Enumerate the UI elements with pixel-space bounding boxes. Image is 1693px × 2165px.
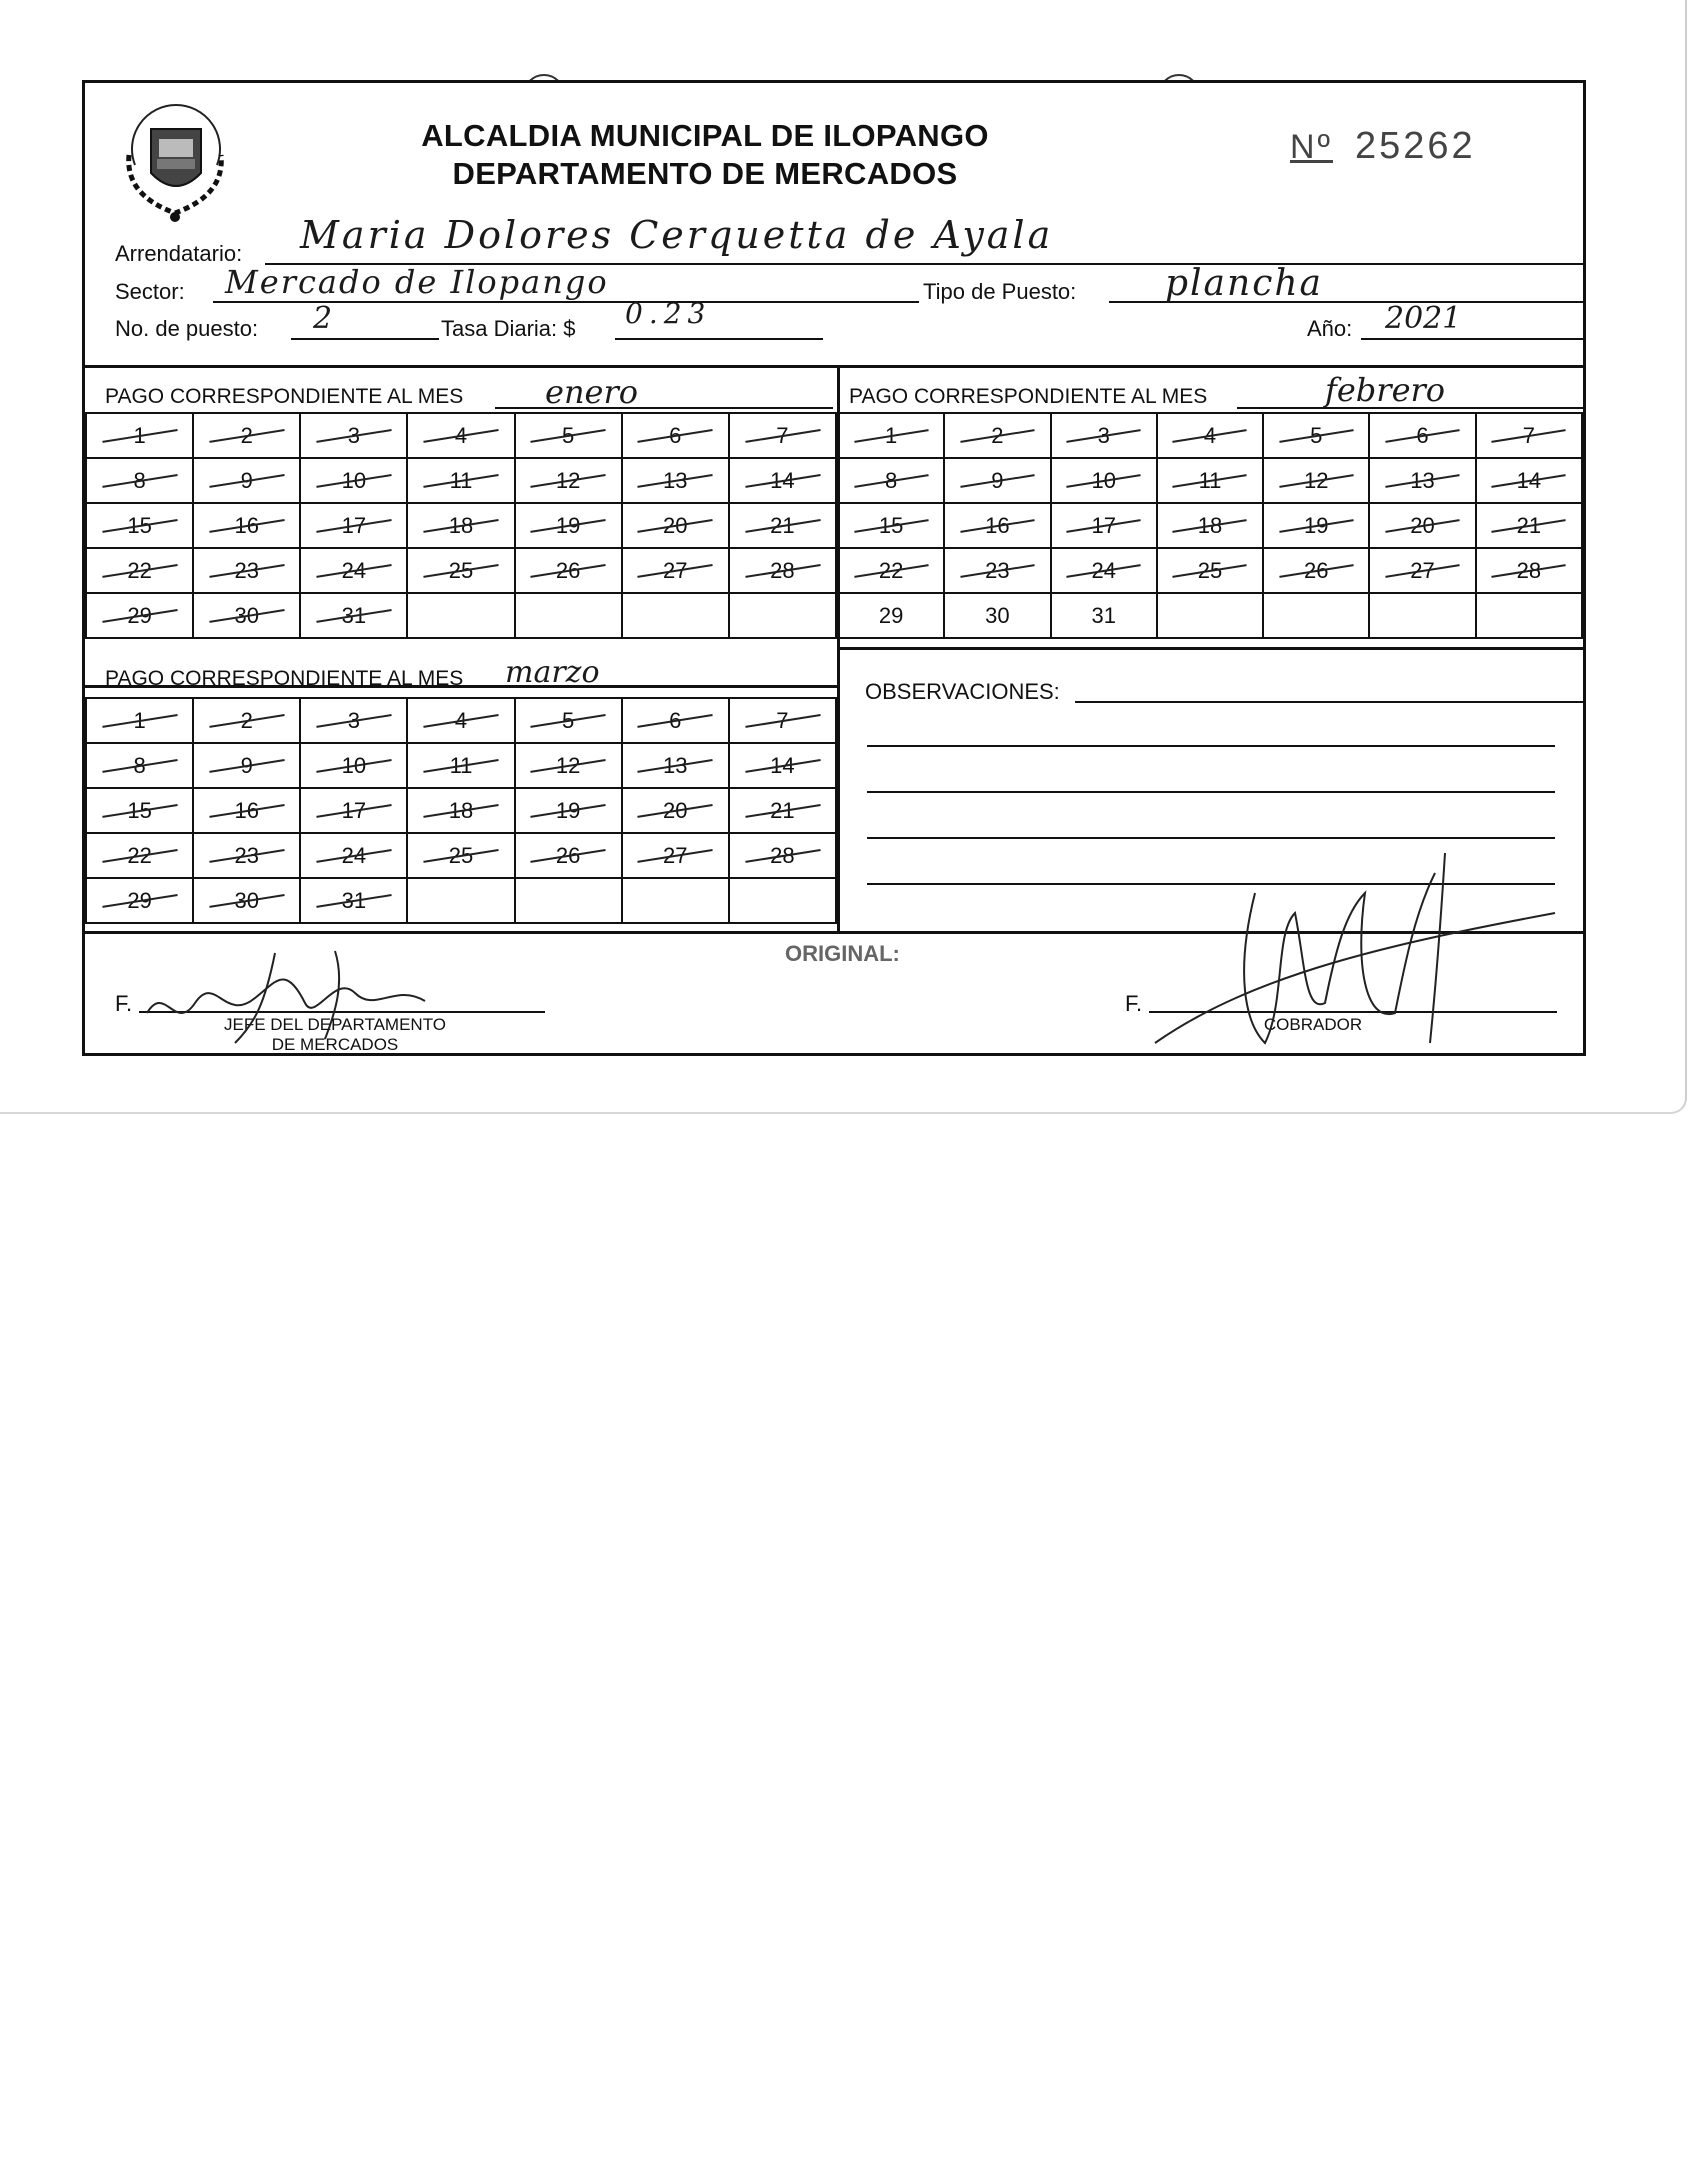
- day-cell[interactable]: 11: [1157, 458, 1263, 503]
- no-puesto-label: No. de puesto:: [115, 316, 259, 341]
- day-cell[interactable]: 21: [1476, 503, 1582, 548]
- day-cell[interactable]: 24: [1051, 548, 1157, 593]
- municipal-seal-icon: [117, 95, 235, 225]
- day-cell[interactable]: 18: [407, 788, 514, 833]
- day-cell[interactable]: 9: [944, 458, 1050, 503]
- day-row: [86, 503, 836, 548]
- jefe-line-1: JEFE DEL DEPARTAMENTO: [224, 1015, 446, 1034]
- day-cell[interactable]: 19: [515, 503, 622, 548]
- day-cell[interactable]: 1: [838, 413, 944, 458]
- day-cell[interactable]: 6: [1369, 413, 1475, 458]
- day-cell[interactable]: 12: [515, 458, 622, 503]
- day-cell[interactable]: 3: [300, 413, 407, 458]
- jefe-signature: [135, 943, 465, 1053]
- anio-label: Año:: [1307, 316, 1353, 341]
- day-cell[interactable]: 19: [1263, 503, 1369, 548]
- month-3-grid: [85, 697, 837, 924]
- day-cell[interactable]: 7: [1476, 413, 1582, 458]
- day-row: [86, 743, 836, 788]
- day-cell[interactable]: 12: [515, 743, 622, 788]
- day-cell[interactable]: 22: [86, 548, 193, 593]
- day-cell[interactable]: 15: [838, 503, 944, 548]
- day-cell[interactable]: 9: [193, 743, 300, 788]
- day-cell[interactable]: 25: [407, 548, 514, 593]
- month-2-value[interactable]: febrero: [1325, 371, 1446, 409]
- anio-underline: [1361, 338, 1583, 340]
- day-cell[interactable]: 29: [86, 878, 193, 923]
- day-cell[interactable]: 20: [622, 788, 729, 833]
- day-row: [86, 413, 836, 458]
- tasa-underline: [615, 338, 823, 340]
- observaciones-line-2[interactable]: [867, 745, 1555, 747]
- day-cell[interactable]: 30: [193, 878, 300, 923]
- day-cell-empty: [729, 593, 836, 638]
- month-2-label-text: PAGO CORRESPONDIENTE AL MES: [849, 385, 1208, 408]
- day-cell[interactable]: 13: [622, 743, 729, 788]
- month-1-value[interactable]: enero: [545, 373, 639, 411]
- day-cell[interactable]: 28: [1476, 548, 1582, 593]
- month-3-label: [105, 667, 463, 691]
- day-cell[interactable]: 11: [407, 743, 514, 788]
- day-cell[interactable]: 11: [407, 458, 514, 503]
- day-cell[interactable]: 10: [1051, 458, 1157, 503]
- day-cell[interactable]: 8: [86, 458, 193, 503]
- day-cell-empty: [729, 878, 836, 923]
- day-cell[interactable]: 19: [515, 788, 622, 833]
- day-cell-empty: [622, 593, 729, 638]
- folio-prefix: Nº: [1290, 128, 1333, 166]
- no-puesto-value[interactable]: 2: [313, 301, 333, 336]
- day-cell[interactable]: 31: [1051, 593, 1157, 638]
- cobrador-label: COBRADOR: [1263, 1015, 1363, 1034]
- tipo-puesto-value[interactable]: plancha: [1165, 263, 1324, 304]
- day-cell[interactable]: 5: [515, 413, 622, 458]
- day-cell[interactable]: 22: [86, 833, 193, 878]
- month-3-value[interactable]: marzo: [505, 655, 600, 690]
- month-3-label-text: PAGO CORRESPONDIENTE AL MES: [105, 667, 464, 690]
- day-cell[interactable]: 14: [729, 743, 836, 788]
- day-cell-empty: [515, 593, 622, 638]
- day-cell[interactable]: 2: [193, 698, 300, 743]
- observaciones-line-4[interactable]: [867, 837, 1555, 839]
- day-row: [838, 503, 1582, 548]
- day-cell[interactable]: 4: [1157, 413, 1263, 458]
- day-cell[interactable]: 23: [944, 548, 1050, 593]
- day-cell[interactable]: 20: [622, 503, 729, 548]
- day-row: [838, 548, 1582, 593]
- no-puesto-underline: [291, 338, 439, 340]
- day-cell[interactable]: 23: [193, 548, 300, 593]
- observaciones-label: OBSERVACIONES:: [865, 679, 1060, 704]
- day-cell[interactable]: 18: [407, 503, 514, 548]
- tasa-value[interactable]: 0.23: [625, 297, 712, 330]
- day-cell[interactable]: 24: [300, 833, 407, 878]
- day-cell[interactable]: 17: [1051, 503, 1157, 548]
- day-cell[interactable]: 14: [729, 458, 836, 503]
- day-cell[interactable]: 31: [300, 593, 407, 638]
- day-cell[interactable]: 26: [515, 548, 622, 593]
- months-top-rule: [85, 365, 1583, 368]
- folio-value: 25262: [1354, 125, 1476, 167]
- month-1-label-text: PAGO CORRESPONDIENTE AL MES: [105, 385, 464, 408]
- observaciones-first-line: [1075, 701, 1583, 703]
- day-cell[interactable]: 27: [1369, 548, 1475, 593]
- day-cell[interactable]: 5: [1263, 413, 1369, 458]
- sector-label: Sector:: [115, 279, 185, 304]
- day-cell[interactable]: 22: [838, 548, 944, 593]
- day-cell[interactable]: 6: [622, 698, 729, 743]
- day-cell[interactable]: 15: [86, 788, 193, 833]
- arrendatario-value[interactable]: Maria Dolores Cerquetta de Ayala: [300, 213, 1054, 257]
- day-cell[interactable]: 18: [1157, 503, 1263, 548]
- tipo-puesto-label: Tipo de Puesto:: [923, 279, 1077, 304]
- day-row: [86, 458, 836, 503]
- day-cell[interactable]: 27: [622, 833, 729, 878]
- card-title: [415, 117, 995, 193]
- day-cell[interactable]: 23: [193, 833, 300, 878]
- day-cell-empty: [1157, 593, 1263, 638]
- day-cell[interactable]: 31: [300, 878, 407, 923]
- folio-number: [1290, 125, 1476, 168]
- month-1-label: [105, 385, 463, 409]
- day-row: [86, 548, 836, 593]
- day-cell[interactable]: 28: [729, 833, 836, 878]
- day-cell[interactable]: 24: [300, 548, 407, 593]
- day-row: [838, 413, 1582, 458]
- day-cell[interactable]: 12: [1263, 458, 1369, 503]
- day-cell[interactable]: 2: [193, 413, 300, 458]
- day-cell[interactable]: 29: [86, 593, 193, 638]
- day-row: [86, 878, 836, 923]
- day-cell[interactable]: 6: [622, 413, 729, 458]
- day-row: [838, 458, 1582, 503]
- day-row: [86, 593, 836, 638]
- day-cell-empty: [1476, 593, 1582, 638]
- day-cell-empty: [622, 878, 729, 923]
- day-cell[interactable]: 16: [193, 788, 300, 833]
- day-cell[interactable]: 10: [300, 743, 407, 788]
- day-row: [86, 698, 836, 743]
- day-cell[interactable]: 2: [944, 413, 1050, 458]
- day-cell[interactable]: 29: [838, 593, 944, 638]
- month-2-label: [849, 385, 1207, 409]
- day-cell[interactable]: 26: [515, 833, 622, 878]
- day-cell[interactable]: 8: [838, 458, 944, 503]
- title-department: DEPARTAMENTO DE MERCADOS: [452, 156, 958, 191]
- arrendatario-label: Arrendatario:: [115, 241, 243, 266]
- month-2-grid: [837, 412, 1583, 639]
- day-cell[interactable]: 4: [407, 413, 514, 458]
- day-cell-empty: [407, 878, 514, 923]
- jefe-line-2: DE MERCADOS: [271, 1035, 399, 1054]
- day-cell[interactable]: 7: [729, 413, 836, 458]
- day-cell[interactable]: 13: [622, 458, 729, 503]
- day-cell-empty: [515, 878, 622, 923]
- cobrador-signature: [1135, 853, 1575, 1053]
- day-cell[interactable]: 21: [729, 503, 836, 548]
- day-cell[interactable]: 4: [407, 698, 514, 743]
- day-cell[interactable]: 9: [193, 458, 300, 503]
- day-cell[interactable]: 5: [515, 698, 622, 743]
- day-cell-empty: [1369, 593, 1475, 638]
- anio-value[interactable]: 2021: [1385, 301, 1462, 336]
- day-cell[interactable]: 1: [86, 698, 193, 743]
- day-cell[interactable]: 25: [407, 833, 514, 878]
- payment-card: [82, 80, 1586, 1056]
- sector-value[interactable]: Mercado de Ilopango: [225, 263, 609, 301]
- day-row: [86, 788, 836, 833]
- day-cell[interactable]: 16: [944, 503, 1050, 548]
- signature-right-prefix: F.: [1125, 991, 1143, 1016]
- day-cell-empty: [1263, 593, 1369, 638]
- day-cell[interactable]: 20: [1369, 503, 1475, 548]
- day-cell-empty: [407, 593, 514, 638]
- middle-rule-right: [837, 647, 1583, 650]
- day-cell[interactable]: 30: [944, 593, 1050, 638]
- day-cell[interactable]: 27: [622, 548, 729, 593]
- day-row: [838, 593, 1582, 638]
- day-cell[interactable]: 14: [1476, 458, 1582, 503]
- day-cell[interactable]: 30: [193, 593, 300, 638]
- day-cell[interactable]: 17: [300, 503, 407, 548]
- day-cell[interactable]: 25: [1157, 548, 1263, 593]
- day-cell[interactable]: 1: [86, 413, 193, 458]
- day-cell[interactable]: 17: [300, 788, 407, 833]
- original-label: ORIGINAL:: [785, 941, 900, 966]
- day-cell[interactable]: 28: [729, 548, 836, 593]
- day-cell[interactable]: 26: [1263, 548, 1369, 593]
- observaciones-line-3[interactable]: [867, 791, 1555, 793]
- day-row: [86, 833, 836, 878]
- month-1-grid: [85, 412, 837, 639]
- day-cell[interactable]: 16: [193, 503, 300, 548]
- signature-left-prefix: F.: [115, 991, 133, 1016]
- day-cell[interactable]: 10: [300, 458, 407, 503]
- day-cell[interactable]: 3: [1051, 413, 1157, 458]
- day-cell[interactable]: 21: [729, 788, 836, 833]
- title-municipality: ALCALDIA MUNICIPAL DE ILOPANGO: [421, 118, 989, 153]
- tasa-label: Tasa Diaria: $: [441, 316, 576, 341]
- day-cell[interactable]: 7: [729, 698, 836, 743]
- day-cell[interactable]: 8: [86, 743, 193, 788]
- day-cell[interactable]: 15: [86, 503, 193, 548]
- day-cell[interactable]: 13: [1369, 458, 1475, 503]
- day-cell[interactable]: 3: [300, 698, 407, 743]
